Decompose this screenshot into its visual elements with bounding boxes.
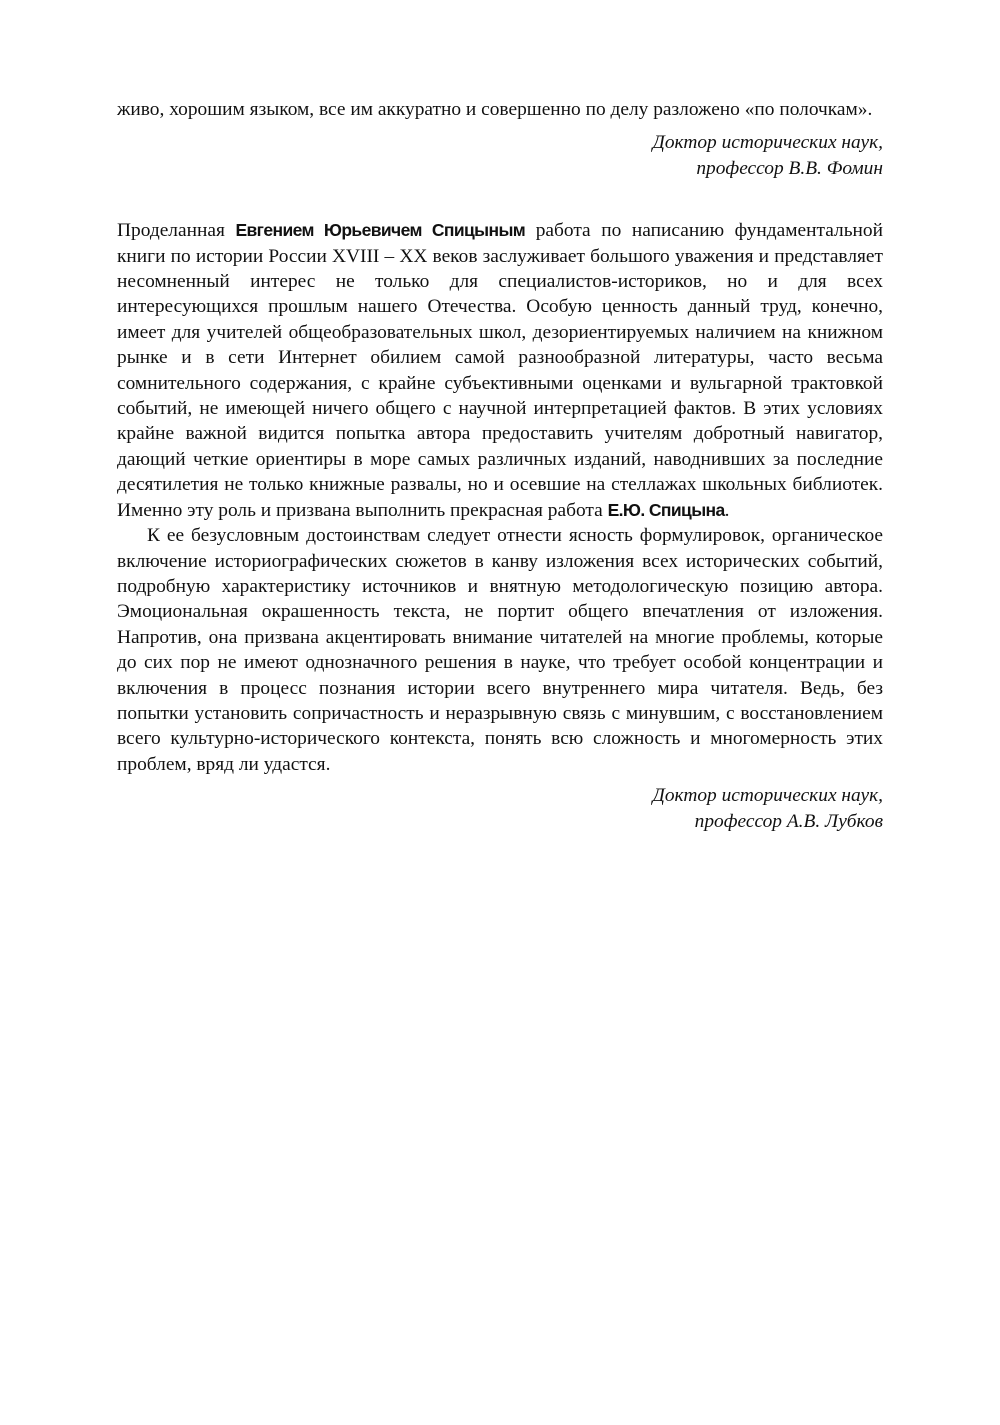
document-page — [117, 97, 883, 834]
review-paragraph-2: К ее безусловным достоинствам следует отнести ясность формулировок, органическое включение историографических сюжетов в канву изложения всех исторических событий, подробную характеристику источников и внятную методологическую позицию автора. Эмоциональная окрашенность текста, не портит общего впечатления от изложения. Напротив, она призвана акцентировать внимание читателей на многие проблемы, которые до сих пор не имеют однозначного решения в науке, что требует особой концентрации и включения в процесс познания истории всего внутреннего мира читателя. Ведь, без попытки установить сопричастность и неразрывную связь с минувшим, с восстановлением всего культурно-исторического контекста, понять всю сложность и многомерность этих проблем, вряд ли удастся. — [117, 525, 883, 775]
signature-fomin-degree: Доктор исторических наук, — [652, 132, 883, 154]
review-paragraph-1 — [117, 218, 883, 523]
signature-lubkov-name: профессор А.В. Лубков — [694, 810, 883, 832]
author-full-name: Евгением Юрьевичем Спицыным — [235, 220, 526, 241]
paragraph-continuation: живо, хорошим языком, все им аккуратно и совершенно по делу разложено «по полочкам». — [117, 99, 873, 120]
signature-fomin-name: профессор В.В. Фомин — [696, 157, 883, 179]
review-p1-end: . — [724, 499, 730, 521]
review-p1-before: Проделанная — [117, 220, 236, 242]
signature-fomin — [117, 130, 883, 181]
author-short-name: Е.Ю. Спицына — [607, 499, 725, 520]
review-p1-middle: работа по написанию фундаментальной книги по истории России XVIII – XX веков заслуживает большого уважения и представляет несомненный интерес не только для специалистов-историков, но и для всех интересующихся прошлым нашего Отечества. Особую ценность данный труд, конечно, имеет для учителей общеобразовательных школ, дезориентируемых наличием на книжном рынке и в сети Интернет обилием самой разнообразной литературы, часто весьма сомнительного содержания, с крайне субъективными оценками и вульгарной трактовкой событий, не имеющей ничего общего с научной интерпретацией фактов. В этих условиях крайне важной видится попытка автора предоставить учителям добротный навигатор, дающий четкие ориентиры в море самых различных изданий, наводнивших за последние десятилетия не только книжные развалы, но и осевшие на стеллажах школьных библиотек. Именно эту роль и призвана выполнить прекрасная работа — [117, 220, 883, 521]
signature-lubkov-degree: Доктор исторических наук, — [652, 785, 883, 807]
signature-lubkov — [117, 783, 883, 834]
